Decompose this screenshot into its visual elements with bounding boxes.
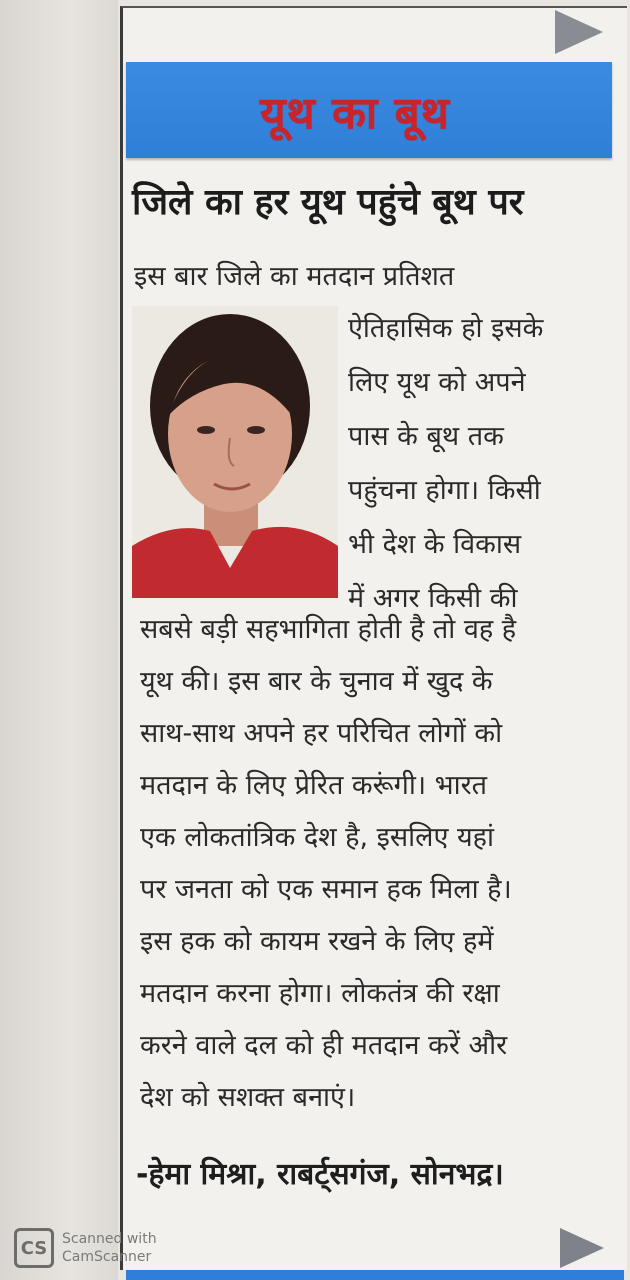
text-line: पर जनता को एक समान हक मिला है। — [140, 874, 512, 905]
text-line: देश को सशक्त बनाएं। — [140, 1082, 356, 1113]
text-line: सबसे बड़ी सहभागिता होती है तो वह है — [140, 614, 517, 645]
article-body — [140, 604, 516, 1124]
text-line: लिए यूथ को अपने — [348, 367, 526, 398]
text-line: भी देश के विकास — [348, 529, 522, 560]
text-line: साथ-साथ अपने हर परिचित लोगों को — [140, 718, 503, 749]
scanner-watermark — [62, 1230, 172, 1266]
section-title — [230, 78, 480, 144]
text-line: करने वाले दल को ही मतदान करें और — [140, 1030, 508, 1061]
text-line: ऐतिहासिक हो इसके — [348, 313, 544, 344]
camscanner-logo-icon: CS — [14, 1228, 54, 1268]
text-line: पहुंचना होगा। किसी — [348, 475, 541, 506]
adjacent-newspaper-column — [0, 0, 118, 1280]
author-photo — [132, 306, 338, 598]
text-line: पास के बूथ तक — [348, 421, 504, 452]
text-line: मतदान करना होगा। लोकतंत्र की रक्षा — [140, 978, 500, 1009]
banner-arrow-decoration — [555, 10, 603, 54]
text-line: यूथ की। इस बार के चुनाव में खुद के — [140, 666, 493, 697]
bottom-arrow-decoration — [560, 1228, 604, 1268]
watermark-line: CamScanner — [62, 1249, 152, 1265]
text-line: मतदान के लिए प्रेरित करूंगी। भारत — [140, 770, 488, 801]
text-line: एक लोकतांत्रिक देश है, इसलिए यहां — [140, 822, 494, 853]
section-title-text: यूथ का बूथ — [260, 88, 450, 139]
text-line: इस हक को कायम रखने के लिए हमें — [140, 926, 494, 957]
author-byline: -हेमा मिश्रा, राबर्ट्सगंज, सोनभद्र। — [136, 1157, 504, 1192]
right-column-text — [348, 302, 543, 626]
watermark-line: Scanned with — [62, 1231, 157, 1247]
bottom-banner-stripe — [126, 1270, 624, 1280]
intro-line: इस बार जिले का मतदान प्रतिशत — [134, 261, 455, 292]
headline: जिले का हर यूथ पहुंचे बूथ पर — [132, 182, 524, 223]
text-line: में अगर किसी की — [348, 583, 518, 614]
